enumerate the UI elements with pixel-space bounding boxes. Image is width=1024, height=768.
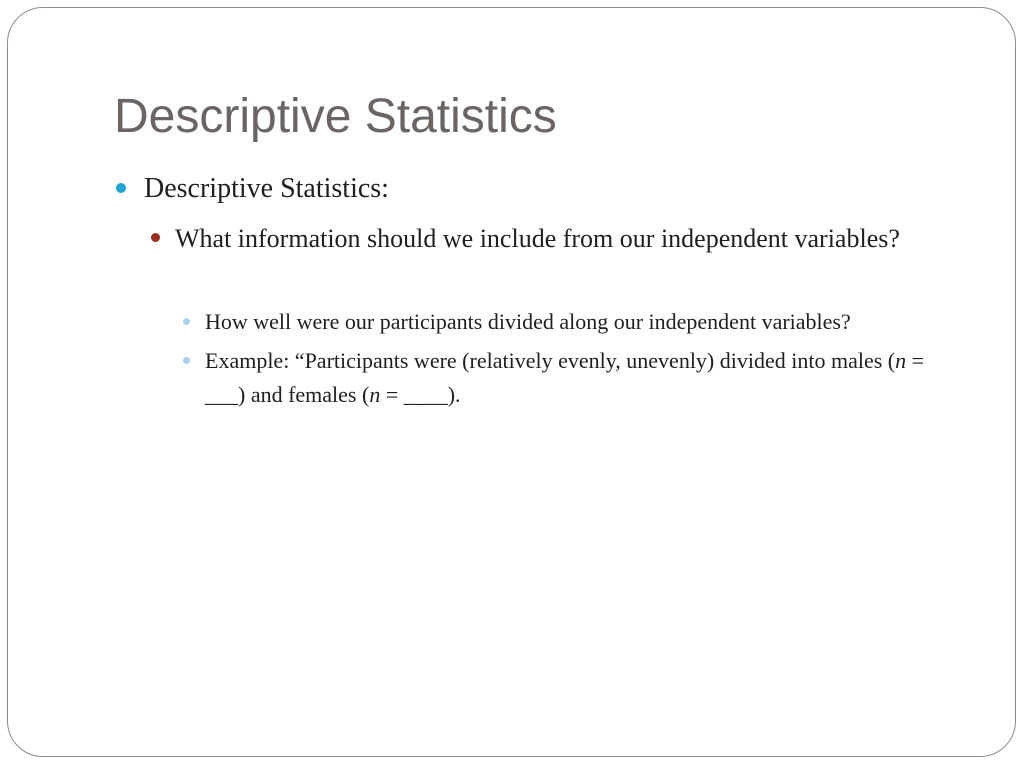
bullet-dot-icon: [151, 233, 160, 242]
bullet-dot-icon: [183, 318, 190, 325]
bullet-level-1: [144, 170, 964, 208]
bullet-level-2: [175, 219, 955, 259]
bullet-text: What information should we include from our independent variables?: [175, 224, 900, 253]
bullet-dot-icon: [183, 357, 190, 364]
bullet-text: How well were our participants divided along our independent variables?: [205, 309, 851, 334]
bullet-text-part: = ___) and females (: [205, 348, 925, 407]
bullet-text-part: Example: “Participants were (relatively evenly, unevenly) divided into males (: [205, 348, 896, 373]
variable-n: n: [369, 382, 381, 407]
bullet-text-part: = ____).: [380, 382, 461, 407]
variable-n: n: [895, 348, 907, 373]
bullet-level-3: [205, 305, 965, 339]
bullet-level-3: [205, 344, 965, 412]
bullet-text: Descriptive Statistics:: [144, 173, 389, 204]
slide-title: Descriptive Statistics: [114, 90, 557, 143]
bullet-dot-icon: [116, 183, 126, 193]
